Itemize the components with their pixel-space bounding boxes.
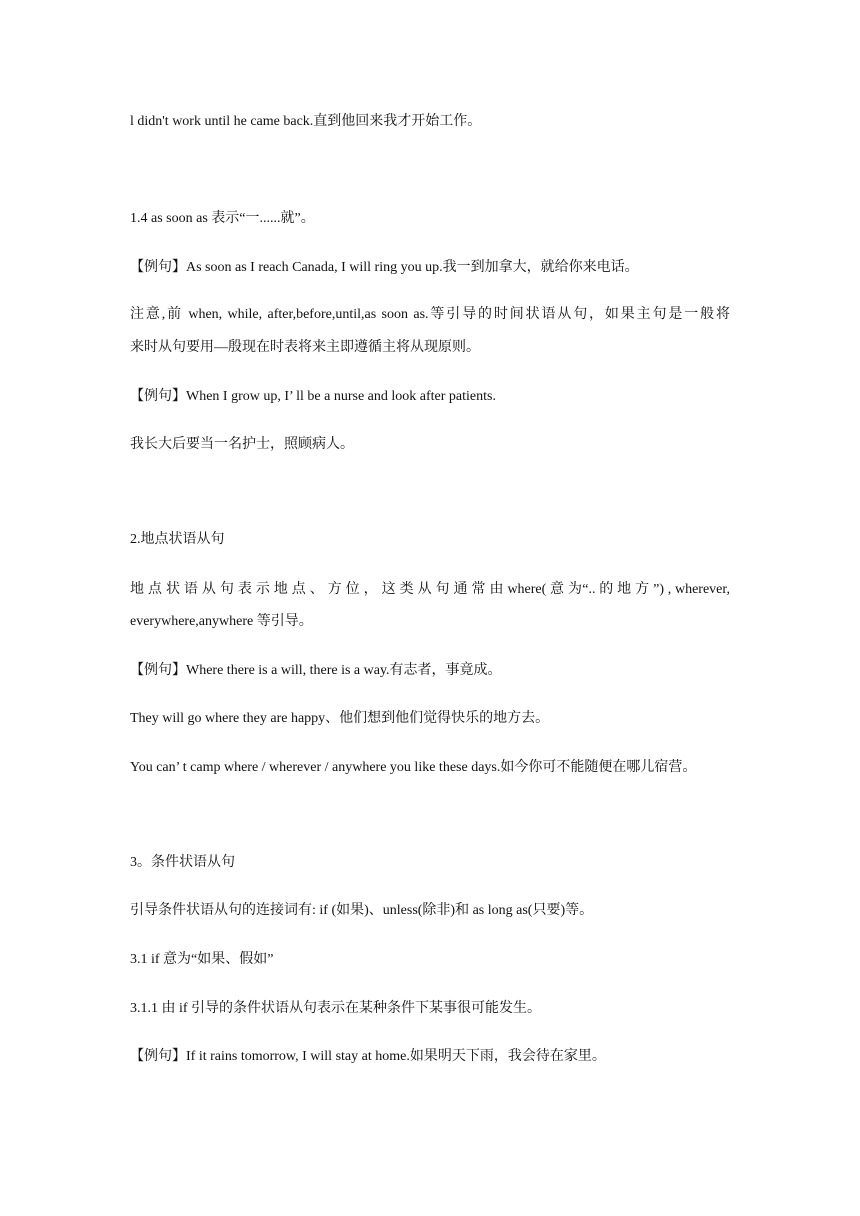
example-sentence: 【例句】If it rains tomorrow, I will stay at home.如果明天下雨，我会待在家里。 xyxy=(130,1049,606,1064)
text-line: 注意,前 when, while, after,before,until,as soon as.等引导的时间状语从句，如果主句是一般将 xyxy=(130,307,730,322)
section-heading-3-1-1: 3.1.1 由 if 引导的条件状语从句表示在某种条件下某事很可能发生。 xyxy=(130,1001,542,1016)
section-heading-3: 3。条件状语从句 xyxy=(130,855,235,870)
text-line: 地 点 状 语 从 句 表 示 地 点 、 方 位 ， 这 类 从 句 通 常 由 where( 意 为“.. 的 地 方 ”) , wherever, xyxy=(130,582,730,597)
section-heading-1-4: 1.4 as soon as 表示“一......就”。 xyxy=(130,211,315,226)
text-line: 引导条件状语从句的连接词有: if (如果)、unless(除非)和 as long as(只要)等。 xyxy=(130,903,594,918)
text-line: everywhere,anywhere 等引导。 xyxy=(130,614,313,629)
translation-line: 我长大后要当一名护士，照顾病人。 xyxy=(130,437,354,452)
text-line: 来时从句要用—殷现在时表将来主即遵循主将从现原则。 xyxy=(130,340,480,355)
example-sentence: 【例句】Where there is a will, there is a way.有志者，事竟成。 xyxy=(130,663,502,678)
text-line: They will go where they are happy、他们想到他们觉得快乐的地方去。 xyxy=(130,711,550,726)
text-line: l didn't work until he came back.直到他回来我才开始工作。 xyxy=(130,114,482,129)
text-line: You can’ t camp where / wherever / anywhere you like these days.如今你可不能随便在哪儿宿营。 xyxy=(130,760,697,775)
example-sentence: 【例句】When I grow up, I’ ll be a nurse and look after patients. xyxy=(130,389,496,404)
section-heading-2: 2.地点状语从句 xyxy=(130,532,225,547)
example-sentence: 【例句】As soon as I reach Canada, I will ring you up.我一到加拿大，就给你来电话。 xyxy=(130,260,639,275)
section-heading-3-1: 3.1 if 意为“如果、假如” xyxy=(130,952,274,967)
